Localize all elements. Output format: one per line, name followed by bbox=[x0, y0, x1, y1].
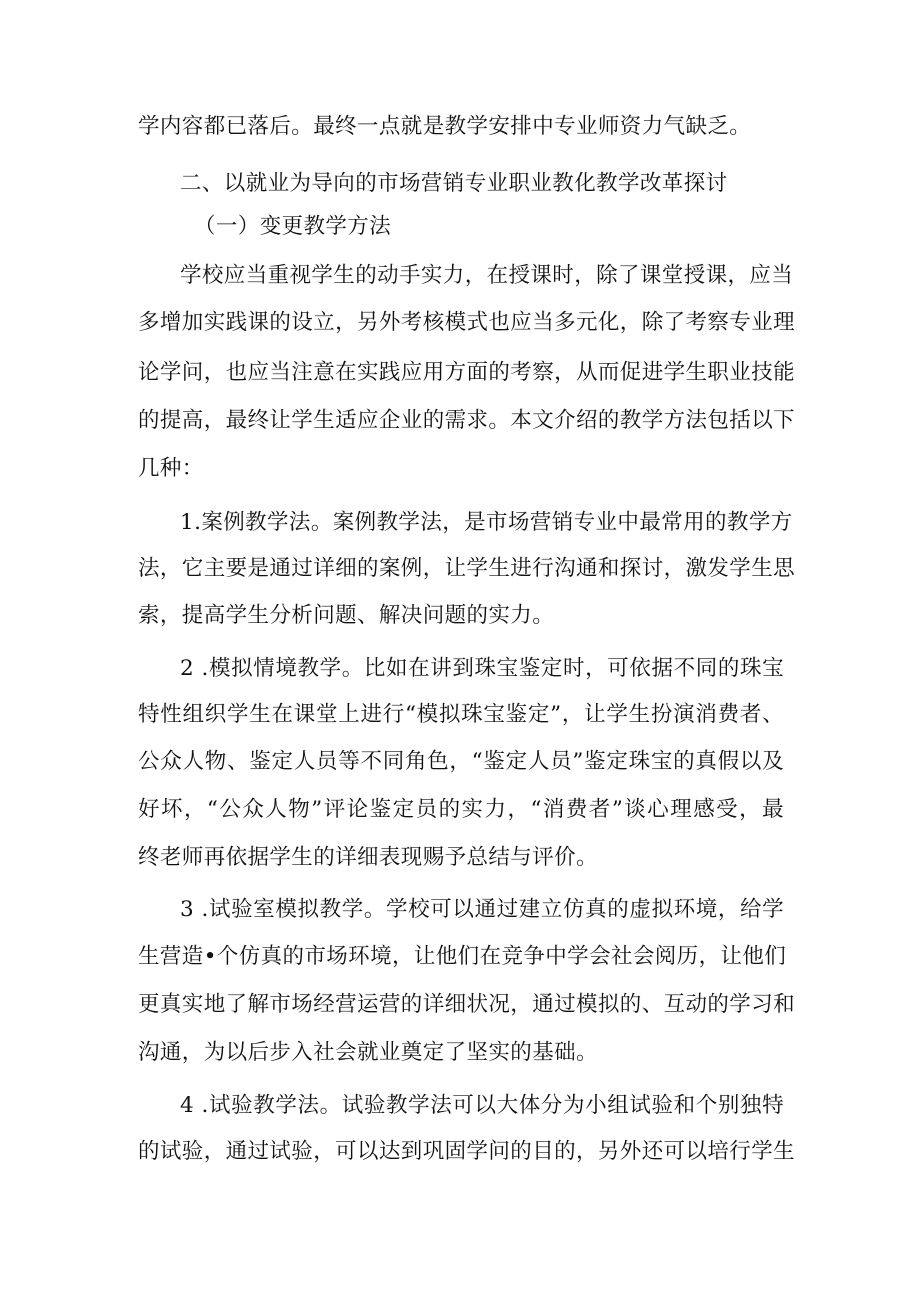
paragraph-line: 1.案例教学法。案例教学法，是市场营销专业中最常用的教学方 bbox=[180, 510, 793, 535]
paragraph-line: 特性组织学生在课堂上进行“模拟珠宝鉴定”，让学生扮演消费者、 bbox=[138, 702, 784, 727]
section-heading: 二、以就业为导向的市场营销专业职业教化教学改革探讨 bbox=[180, 171, 728, 196]
subsection-heading: （一）变更教学方法 bbox=[194, 214, 392, 239]
paragraph-line: 论学问，也应当注意在实践应用方面的考察，从而促进学生职业技能 bbox=[138, 360, 796, 385]
paragraph-line: 终老师再依据学生的详细表现赐予总结与评价。 bbox=[138, 845, 598, 870]
paragraph-line: 学校应当重视学生的动手实力，在授课时，除了课堂授课，应当 bbox=[180, 263, 794, 288]
paragraph-line: 几种： bbox=[138, 456, 204, 481]
paragraph-line: 4 .试验教学法。试验教学法可以大体分为小组试验和个别独特 bbox=[180, 1093, 784, 1118]
paragraph-line: 的提高，最终让学生适应企业的需求。本文介绍的教学方法包括以下 bbox=[138, 408, 796, 433]
paragraph-line: 2 .模拟情境教学。比如在讲到珠宝鉴定时，可依据不同的珠宝 bbox=[180, 656, 784, 681]
paragraph-line: 多增加实践课的设立，另外考核模式也应当多元化，除了考察专业理 bbox=[138, 310, 796, 335]
paragraph-line: 沟通，为以后步入社会就业奠定了坚实的基础。 bbox=[138, 1040, 598, 1065]
paragraph-line: 公众人物、鉴定人员等不同角色，“鉴定人员”鉴定珠宝的真假以及 bbox=[138, 749, 784, 774]
paragraph-line: 生营造•个仿真的市场环境，让他们在竞争中学会社会阅历，让他们 bbox=[138, 944, 787, 969]
paragraph-line: 3 .试验室模拟教学。学校可以通过建立仿真的虚拟环境，给学 bbox=[180, 897, 784, 922]
paragraph-line: 好坏，“公众人物”评论鉴定员的实力，“消费者”谈心理感受，最 bbox=[138, 797, 784, 822]
paragraph-line: 学内容都已落后。最终一点就是教学安排中专业师资力气缺乏。 bbox=[138, 114, 752, 139]
paragraph-line: 法，它主要是通过详细的案例，让学生进行沟通和探讨，激发学生思 bbox=[138, 556, 796, 581]
paragraph-line: 的试验，通过试验，可以达到巩固学问的目的，另外还可以培行学生 bbox=[138, 1139, 796, 1164]
paragraph-line: 索，提高学生分析问题、解决问题的实力。 bbox=[138, 603, 555, 628]
paragraph-line: 更真实地了解市场经营运营的详细状况，通过模拟的、互动的学习和 bbox=[138, 992, 796, 1017]
